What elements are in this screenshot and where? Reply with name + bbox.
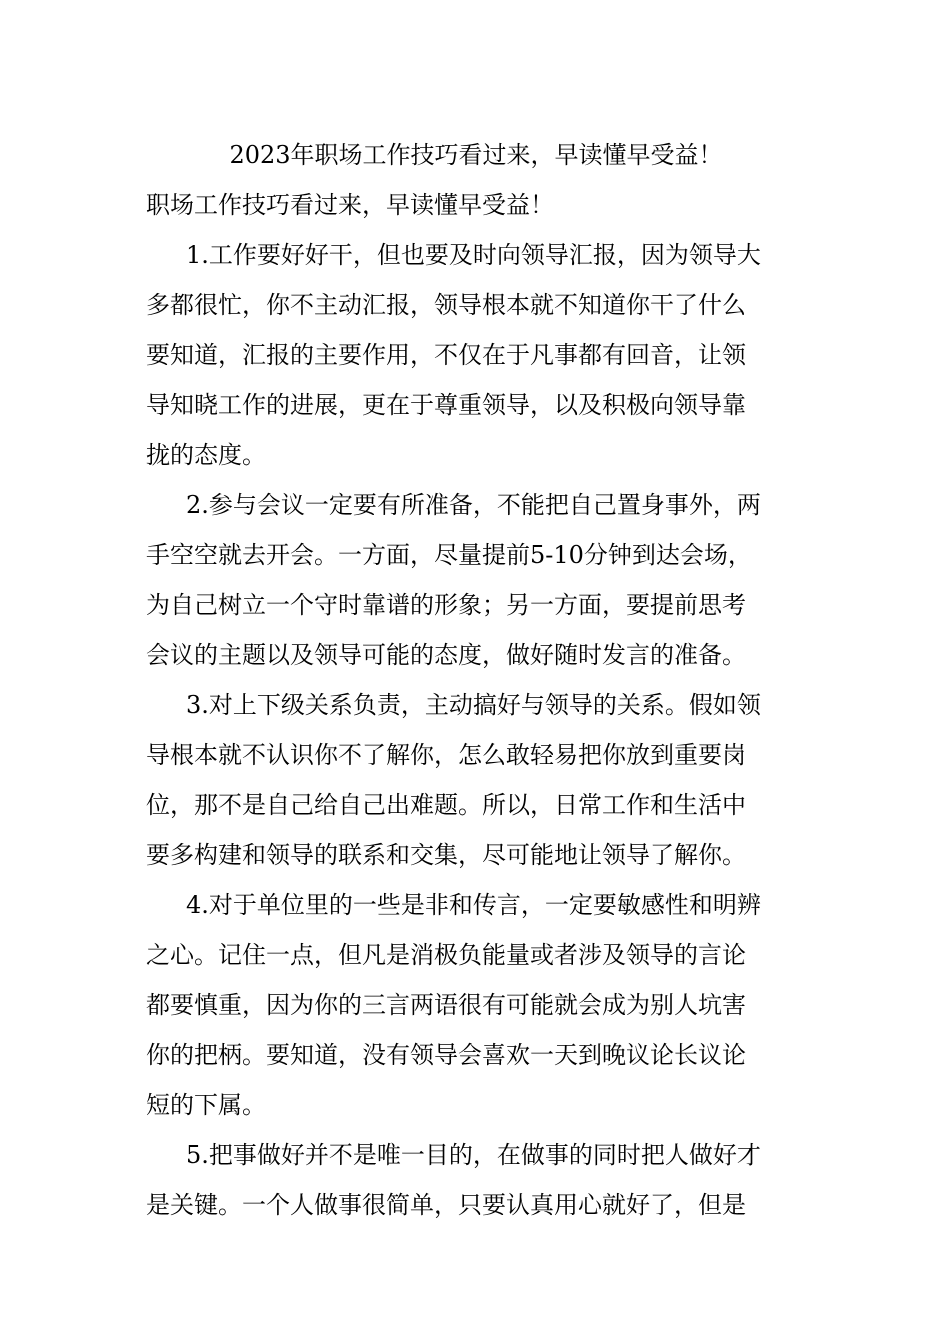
text-line: 是关键。一个人做事很简单，只要认真用心就好了，但是 bbox=[146, 1191, 746, 1219]
text-line: 手空空就去开会。一方面，尽量提前5-10分钟到达会场， bbox=[146, 541, 752, 569]
text-line: 要知道，汇报的主要作用，不仅在于凡事都有回音，让领 bbox=[146, 341, 746, 369]
text-line: 1.工作要好好干，但也要及时向领导汇报，因为领导大 bbox=[186, 241, 761, 269]
text-line: 之心。记住一点，但凡是消极负能量或者涉及领导的言论 bbox=[146, 941, 746, 969]
text-line: 短的下属。 bbox=[146, 1091, 266, 1119]
text-line: 导根本就不认识你不了解你，怎么敢轻易把你放到重要岗 bbox=[146, 741, 746, 769]
text-line: 位，那不是自己给自己出难题。所以，日常工作和生活中 bbox=[146, 791, 746, 819]
subtitle-line: 职场工作技巧看过来，早读懂早受益！ bbox=[146, 191, 554, 219]
text-line: 多都很忙，你不主动汇报，领导根本就不知道你干了什么 bbox=[146, 291, 746, 319]
text-line: 为自己树立一个守时靠谱的形象；另一方面，要提前思考 bbox=[146, 591, 746, 619]
text-line: 3.对上下级关系负责，主动搞好与领导的关系。假如领 bbox=[186, 691, 761, 719]
text-line: 2.参与会议一定要有所准备，不能把自己置身事外，两 bbox=[186, 491, 761, 519]
text-line: 导知晓工作的进展，更在于尊重领导，以及积极向领导靠 bbox=[146, 391, 746, 419]
text-line: 会议的主题以及领导可能的态度，做好随时发言的准备。 bbox=[146, 641, 746, 669]
text-line: 你的把柄。要知道，没有领导会喜欢一天到晚议论长议论 bbox=[146, 1041, 746, 1069]
text-line: 要多构建和领导的联系和交集，尽可能地让领导了解你。 bbox=[146, 841, 746, 869]
text-line: 拢的态度。 bbox=[146, 441, 266, 469]
text-line: 5.把事做好并不是唯一目的，在做事的同时把人做好才 bbox=[186, 1141, 761, 1169]
document-title: 2023年职场工作技巧看过来，早读懂早受益！ bbox=[229, 141, 723, 169]
text-line: 4.对于单位里的一些是非和传言，一定要敏感性和明辨 bbox=[186, 891, 761, 919]
text-line: 都要慎重，因为你的三言两语很有可能就会成为别人坑害 bbox=[146, 991, 746, 1019]
